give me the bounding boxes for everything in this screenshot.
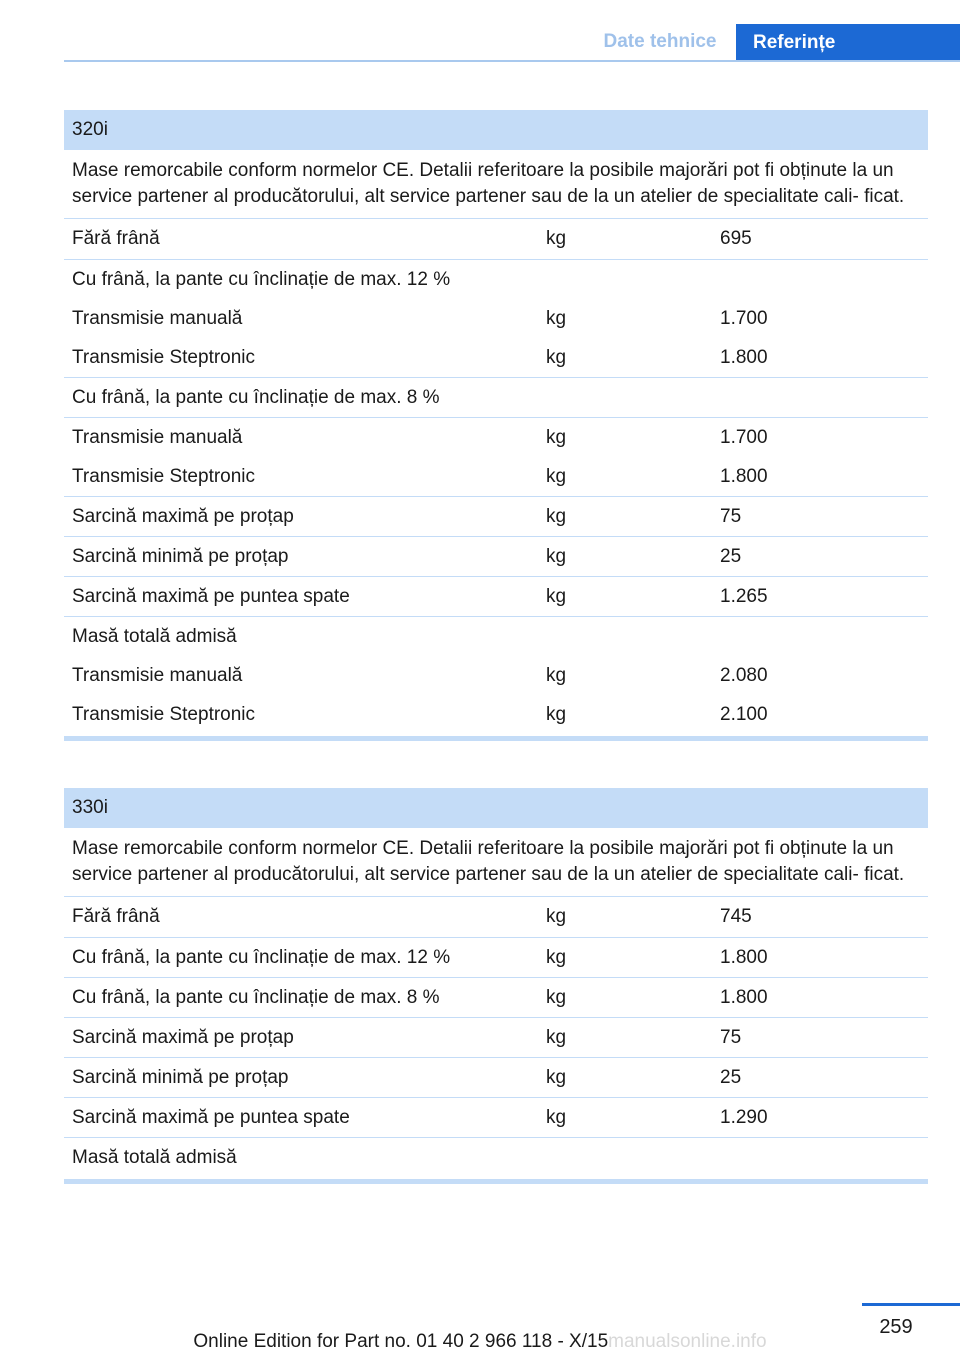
table-end-rule xyxy=(64,736,928,741)
table-row xyxy=(64,616,928,656)
table-row xyxy=(64,897,928,937)
table-row xyxy=(64,338,928,377)
row-value: 1.700 xyxy=(720,307,768,329)
row-unit: kg xyxy=(546,1066,567,1088)
table-row xyxy=(64,377,928,417)
row-label: Sarcină maximă pe proțap xyxy=(72,505,294,527)
row-label: Transmisie Steptronic xyxy=(72,465,256,487)
table-row xyxy=(64,1057,928,1097)
row-value: 75 xyxy=(720,1026,742,1048)
table-row xyxy=(64,977,928,1017)
table-row xyxy=(64,576,928,616)
row-value: 2.080 xyxy=(720,664,768,686)
table-end-rule xyxy=(64,1179,928,1184)
row-unit: kg xyxy=(546,346,567,368)
table-row xyxy=(64,695,928,734)
table-header: 330i xyxy=(64,788,928,828)
row-unit: kg xyxy=(546,307,567,329)
table-row xyxy=(64,1097,928,1137)
row-unit: kg xyxy=(546,1026,567,1048)
table-330i xyxy=(64,788,928,1184)
row-value: 1.700 xyxy=(720,426,768,448)
table-row xyxy=(64,937,928,977)
row-unit: kg xyxy=(546,986,567,1008)
row-unit: kg xyxy=(546,906,567,927)
row-value: 745 xyxy=(720,906,752,927)
row-label: Sarcină maximă pe proțap xyxy=(72,1026,294,1048)
row-label: Sarcină minimă pe proțap xyxy=(72,545,289,567)
row-unit: kg xyxy=(546,465,567,487)
header-rule xyxy=(64,60,960,62)
row-value: 1.265 xyxy=(720,585,768,607)
footer-edition: Online Edition for Part no. 01 40 2 966 118 - X/15 xyxy=(193,1331,609,1352)
row-unit: kg xyxy=(546,1106,567,1128)
row-value: 25 xyxy=(720,545,742,567)
row-label: Cu frână, la pante cu înclinație de max. 8 % xyxy=(72,386,440,408)
row-label: Cu frână, la pante cu înclinație de max. 12 % xyxy=(72,268,451,290)
row-label: Transmisie manuală xyxy=(72,307,243,329)
row-value: 25 xyxy=(720,1066,742,1088)
row-unit: kg xyxy=(546,545,567,567)
table-row xyxy=(64,457,928,496)
table-row xyxy=(64,299,928,338)
row-label: Transmisie manuală xyxy=(72,426,243,448)
tab-date-tehnice[interactable]: Date tehnice xyxy=(603,31,717,52)
row-label: Cu frână, la pante cu înclinație de max. 8 % xyxy=(72,986,440,1008)
row-value: 1.290 xyxy=(720,1106,768,1128)
table-row xyxy=(64,496,928,536)
row-unit: kg xyxy=(546,505,567,527)
row-unit: kg xyxy=(546,426,567,448)
table-row xyxy=(64,1017,928,1057)
row-unit: kg xyxy=(546,228,567,249)
top-navigation xyxy=(0,0,960,62)
row-unit: kg xyxy=(546,664,567,686)
row-value: 1.800 xyxy=(720,346,768,368)
tab-referinte[interactable]: Referințe xyxy=(736,24,960,62)
table-row xyxy=(64,1137,928,1177)
table-note: Mase remorcabile conform normelor CE. Detalii referitoare la posibile majorări pot fi obținute la un service partener al producătorului, alt service partener sau de la un atelier de specialitate cali‐ ficat. xyxy=(64,150,928,219)
table-row xyxy=(64,656,928,695)
row-value: 1.800 xyxy=(720,465,768,487)
row-label: Sarcină maximă pe puntea spate xyxy=(72,1106,350,1128)
row-label: Transmisie manuală xyxy=(72,664,243,686)
row-label: Masă totală admisă xyxy=(72,625,237,647)
footer xyxy=(0,1331,960,1353)
row-label: Cu frână, la pante cu înclinație de max. 12 % xyxy=(72,946,451,968)
row-value: 1.800 xyxy=(720,986,768,1008)
page-number-rule xyxy=(862,1303,960,1306)
row-label: Fără frână xyxy=(72,228,160,249)
table-note: Mase remorcabile conform normelor CE. Detalii referitoare la posibile majorări pot fi obținute la un service partener al producătorului, alt service partener sau de la un atelier de specialitate cali‐ ficat. xyxy=(64,828,928,897)
table-row xyxy=(64,536,928,576)
row-unit: kg xyxy=(546,703,567,725)
row-label: Transmisie Steptronic xyxy=(72,346,256,368)
table-320i xyxy=(64,110,928,741)
table-header: 320i xyxy=(64,110,928,150)
row-value: 1.800 xyxy=(720,946,768,968)
row-label: Transmisie Steptronic xyxy=(72,703,256,725)
row-unit: kg xyxy=(546,946,567,968)
row-label: Sarcină maximă pe puntea spate xyxy=(72,585,350,607)
table-row xyxy=(64,417,928,457)
row-label: Sarcină minimă pe proțap xyxy=(72,1066,289,1088)
row-value: 2.100 xyxy=(720,703,768,725)
table-row xyxy=(64,259,928,299)
table-row xyxy=(64,219,928,259)
row-value: 695 xyxy=(720,228,752,249)
page-number: 259 xyxy=(879,1316,913,1338)
footer-watermark: manualsonline.info xyxy=(608,1331,767,1352)
row-value: 75 xyxy=(720,505,742,527)
row-unit: kg xyxy=(546,585,567,607)
row-label: Masă totală admisă xyxy=(72,1146,237,1168)
row-label: Fără frână xyxy=(72,906,160,927)
